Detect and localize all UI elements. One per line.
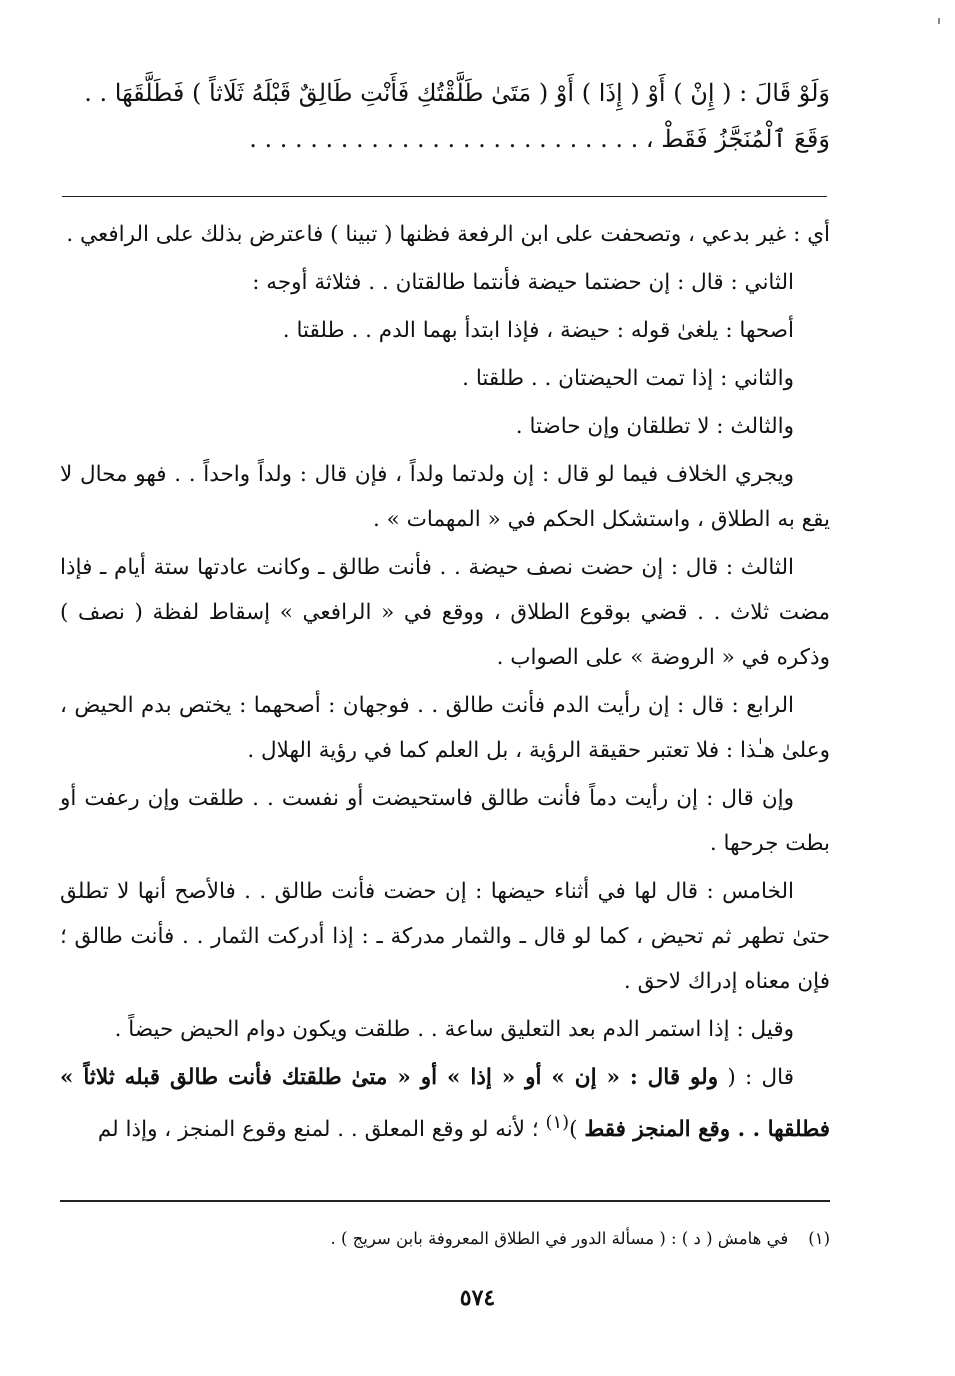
quoted-matn: ولو قال : « إن » أو « إذا » أو « متىٰ طلقتك فأنت طالق قبله ثلاثاً » فطلقها . . وقع المنجز فقط [60, 1065, 830, 1143]
paragraph-12-rest: ؛ لأنه لو وقع المعلق . . لمنع وقوع المنجز ، وإذا لم [97, 1117, 546, 1143]
paragraph-10: الخامس : قال لها في أثناء حيضها : إن حضت فأنت طالق . . فالأصح أنها لا تطلق حتىٰ تطهر ثم تحيض ، كما لو قال ـ والثمار مدركة ـ : إذا أدركت الثمار . . فأنت طالق ؛ فإن معناه إدراك لاحق . [60, 879, 830, 994]
footnote-ref[interactable]: (١) [545, 1112, 570, 1133]
matn-line-2: وَقَعَ ٱلْمُنَجَّزُ فَقَطْ ، . . . . . . . . . . . . . . . . . . . . . . . . . . [249, 125, 830, 153]
paragraph-9: وإن قال : إن رأيت دماً فأنت طالق فاستحيضت أو نفست . . طلقت وإن رعفت أو بطت جرحها . [60, 786, 830, 856]
paragraph-7: الثالث : قال : إن حضت نصف حيضة . . فأنت طالق ـ وكانت عادتها ستة أيام ـ فإذا مضت ثلاث . . قضي بوقوع الطلاق ، ووقع في « الرافعي » إسقاط لفظة ( نصف ) وذكره في « الروضة » على الصواب . [60, 555, 830, 670]
matn-text [84, 70, 830, 162]
margin-mark [938, 18, 940, 24]
paragraph-1: أي : غير بدعي ، وتصحفت على ابن الرفعة فظنها ( تبينا ) فاعترض بذلك على الرافعي . [66, 222, 830, 247]
paragraph-4: والثاني : إذا تمت الحيضتان . . طلقتا . [462, 366, 794, 391]
paragraph-11: وقيل : إذا استمر الدم بعد التعليق ساعة . . طلقت ويكون دوام الحيض حيضاً . [114, 1017, 794, 1042]
quote-close: ) [569, 1117, 585, 1143]
matn-divider [62, 196, 827, 197]
paragraph-6: ويجري الخلاف فيما لو قال : إن ولدتما ولداً ، فإن قال : ولداً واحداً . . فهو محال لا يقع به الطلاق ، واستشكل الحكم في « المهمات » . [60, 462, 830, 532]
paragraph-2: الثاني : قال : إن حضتما حيضة فأنتما طالقتان . . فثلاثة أوجه : [252, 270, 794, 295]
quote-open: قال : ( [718, 1065, 794, 1090]
paragraph-5: والثالث : لا تطلقان وإن حاضتا . [515, 414, 794, 439]
paragraph-12 [60, 1055, 830, 1152]
page-number: ٥٧٤ [459, 1285, 496, 1311]
footnote-number: (١) [808, 1229, 830, 1248]
footnote [60, 1225, 830, 1253]
paragraph-8: الرابع : قال : إن رأيت الدم فأنت طالق . . فوجهان : أصحهما : يختص بدم الحيض ، وعلىٰ هـٰذا : فلا تعتبر حقيقة الرؤية ، بل العلم كما في رؤية الهلال . [60, 693, 830, 763]
footnote-divider [60, 1200, 830, 1202]
footnote-text: في هامش ( د ) : ( مسألة الدور في الطلاق المعروفة بابن سريج ) . [330, 1229, 789, 1248]
matn-line-1: وَلَوْ قَالَ : ( إِنْ ) أَوْ ( إِذَا ) أَوْ ( مَتَىٰ طَلَّقْتُكِ فَأَنْتِ طَالِقٌ قَبْلَهُ ثَلَاثاً ) فَطَلَّقَهَا . . [84, 79, 830, 107]
paragraph-3: أصحها : يلغىٰ قوله : حيضة ، فإذا ابتدأ بهما الدم . . طلقتا . [282, 318, 794, 343]
commentary-text [60, 212, 830, 1155]
